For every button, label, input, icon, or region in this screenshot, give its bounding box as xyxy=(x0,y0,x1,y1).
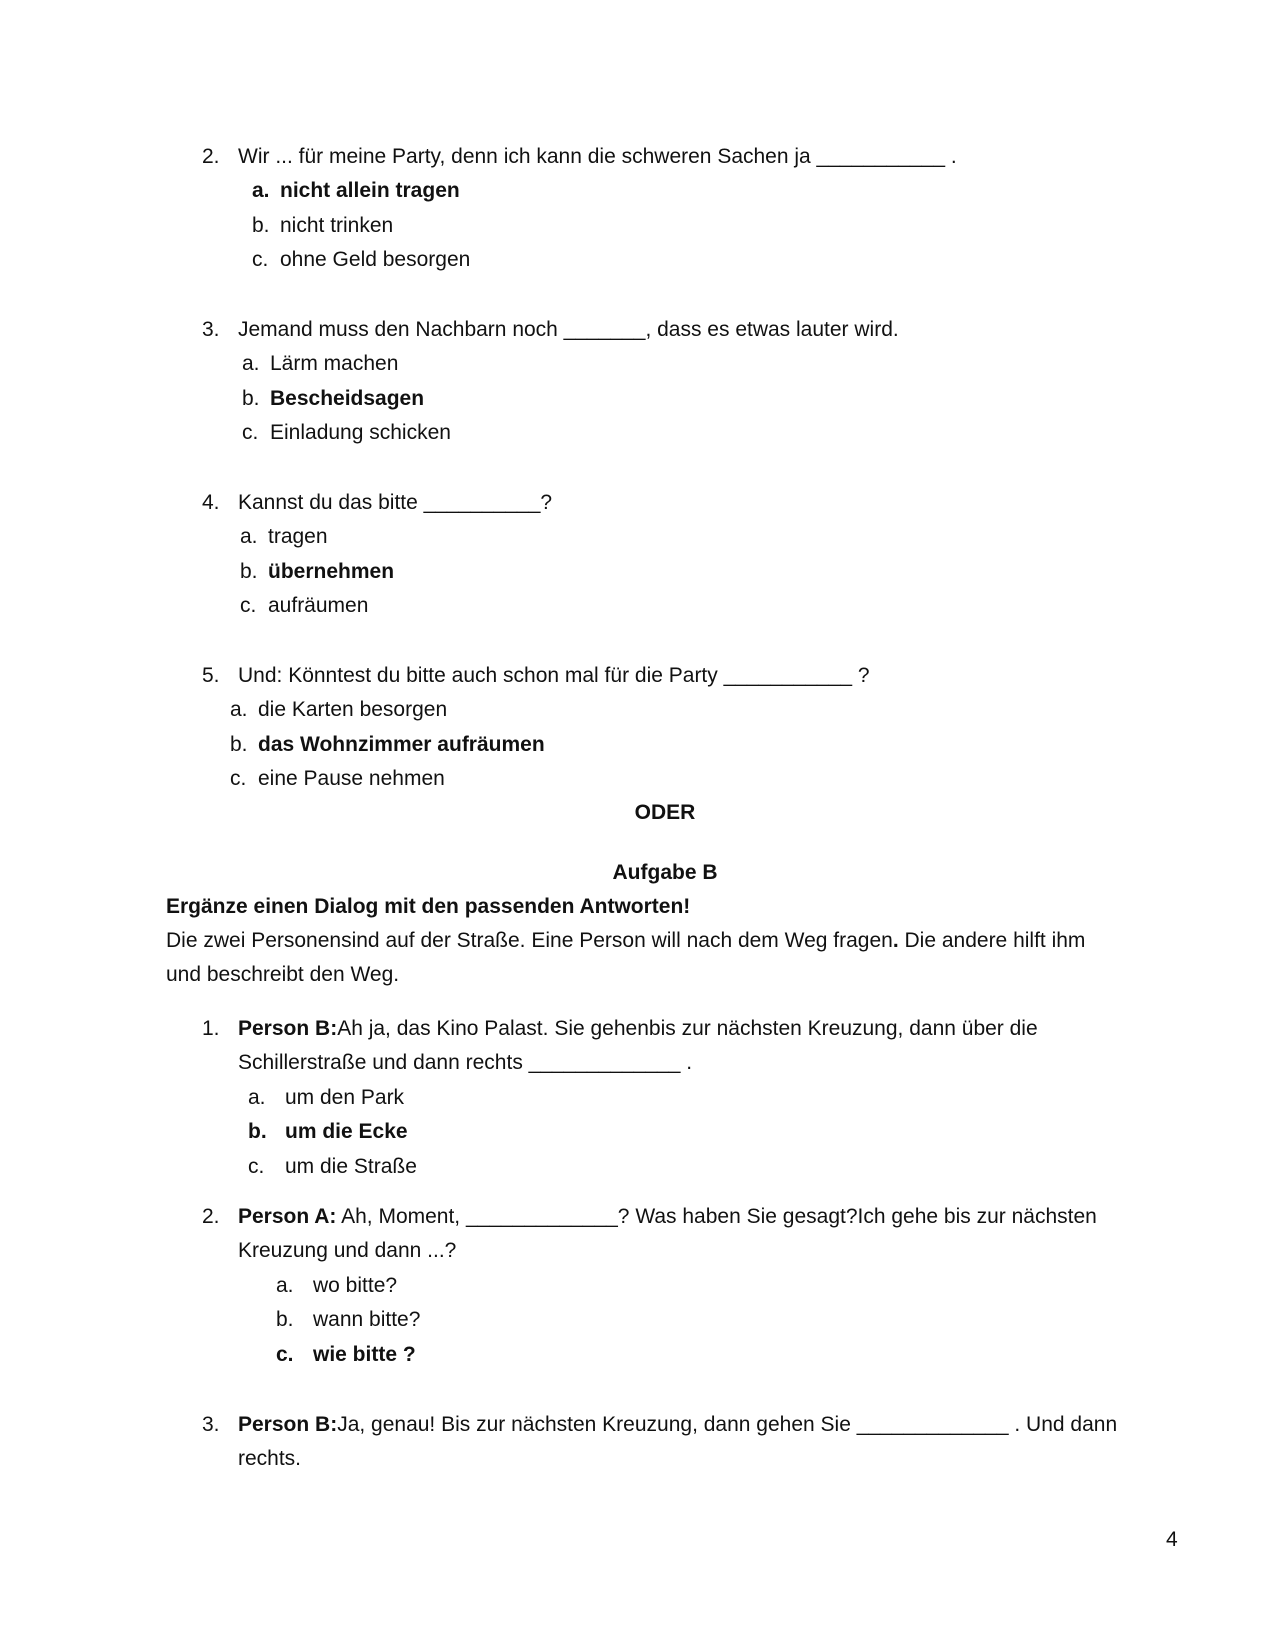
option-letter: c. xyxy=(240,594,257,617)
option-a3-a xyxy=(242,351,398,377)
option-text: übernehmen xyxy=(268,560,395,583)
option-letter: a. xyxy=(242,352,260,375)
option-letter: a. xyxy=(248,1086,266,1109)
option-b1-a xyxy=(248,1085,404,1111)
option-b2-b xyxy=(276,1307,420,1333)
option-b2-a xyxy=(276,1273,397,1299)
option-a4-b xyxy=(240,559,394,585)
option-b1-b xyxy=(248,1119,408,1145)
option-a2-a xyxy=(252,178,460,204)
question-a5 xyxy=(202,663,870,689)
option-a4-c xyxy=(240,593,368,619)
option-letter: a. xyxy=(276,1274,294,1297)
option-text: wann bitte? xyxy=(313,1308,421,1331)
option-letter: c. xyxy=(248,1155,265,1178)
option-text: wo bitte? xyxy=(313,1274,398,1297)
section-b-intro-line2: und beschreibt den Weg. xyxy=(166,963,400,986)
option-letter: b. xyxy=(242,387,260,410)
option-letter: a. xyxy=(240,525,258,548)
option-b1-c xyxy=(248,1154,417,1180)
option-letter: b. xyxy=(230,733,248,756)
option-letter: c. xyxy=(242,421,259,444)
question-text: Kannst du das bitte __________? xyxy=(238,491,553,514)
speaker-label: Person B: xyxy=(238,1413,338,1436)
option-text: nicht allein tragen xyxy=(280,179,460,202)
option-text: Lärm machen xyxy=(270,352,399,375)
intro-text: Die zwei Personensind auf der Straße. Eine Person will nach dem Weg fragen xyxy=(166,929,893,952)
option-letter: a. xyxy=(252,179,270,202)
question-a3 xyxy=(202,317,899,343)
option-text: um den Park xyxy=(285,1086,405,1109)
question-text: Ah ja, das Kino Palast. Sie gehenbis zur nächsten Kreuzung, dann über die xyxy=(337,1017,1038,1040)
question-number: 2. xyxy=(202,1205,220,1228)
question-text: Jemand muss den Nachbarn noch _______, dass es etwas lauter wird. xyxy=(238,318,899,341)
option-text: aufräumen xyxy=(268,594,369,617)
question-number: 4. xyxy=(202,491,220,514)
question-a2 xyxy=(202,144,957,170)
option-a5-b xyxy=(230,732,545,758)
question-b2-line2: Kreuzung und dann ...? xyxy=(238,1239,457,1262)
intro-dot: . xyxy=(892,929,899,952)
option-text: Einladung schicken xyxy=(270,421,451,444)
question-number: 3. xyxy=(202,1413,220,1436)
question-number: 5. xyxy=(202,664,220,687)
section-b-title: Aufgabe B xyxy=(612,861,718,884)
question-text: Und: Könntest du bitte auch schon mal für die Party ___________ ? xyxy=(238,664,870,687)
option-a2-c xyxy=(252,247,470,273)
option-text: die Karten besorgen xyxy=(258,698,448,721)
option-a5-a xyxy=(230,697,447,723)
question-b1 xyxy=(202,1016,1038,1042)
question-number: 1. xyxy=(202,1017,220,1040)
option-letter: b. xyxy=(252,214,270,237)
question-text: Wir ... für meine Party, denn ich kann die schweren Sachen ja ___________ . xyxy=(238,145,957,168)
question-text: Ja, genau! Bis zur nächsten Kreuzung, dann gehen Sie _____________ . Und dann xyxy=(337,1413,1118,1436)
option-a3-c xyxy=(242,420,451,446)
speaker-label: Person A: xyxy=(238,1205,337,1228)
option-text: das Wohnzimmer aufräumen xyxy=(258,733,545,756)
option-a2-b xyxy=(252,213,393,239)
question-b1-line2: Schillerstraße und dann rechts _____________ . xyxy=(238,1051,693,1074)
option-letter: b. xyxy=(276,1308,294,1331)
option-text: ohne Geld besorgen xyxy=(280,248,471,271)
question-number: 2. xyxy=(202,145,220,168)
option-text: Bescheidsagen xyxy=(270,387,425,410)
section-b-instruction: Ergänze einen Dialog mit den passenden Antworten! xyxy=(166,895,691,918)
option-letter: b. xyxy=(248,1120,267,1143)
option-a4-a xyxy=(240,524,328,550)
option-text: um die Straße xyxy=(285,1155,417,1178)
question-a4 xyxy=(202,490,552,516)
oder-separator: ODER xyxy=(634,801,696,824)
intro-text: Die andere hilft ihm xyxy=(898,929,1086,952)
option-text: wie bitte ? xyxy=(313,1343,416,1366)
question-b3-line2: rechts. xyxy=(238,1447,302,1470)
question-text: Ah, Moment, _____________? Was haben Sie gesagt?Ich gehe bis zur nächsten xyxy=(336,1205,1097,1228)
page-number: 4 xyxy=(1166,1528,1178,1551)
question-number: 3. xyxy=(202,318,220,341)
question-b2 xyxy=(202,1204,1097,1230)
option-a3-b xyxy=(242,386,424,412)
option-letter: c. xyxy=(276,1343,294,1366)
option-b2-c xyxy=(276,1342,416,1368)
option-text: um die Ecke xyxy=(285,1120,408,1143)
question-b3 xyxy=(202,1412,1117,1438)
option-letter: c. xyxy=(252,248,269,271)
option-text: tragen xyxy=(268,525,328,548)
section-b-intro-line1 xyxy=(166,928,1085,954)
option-text: eine Pause nehmen xyxy=(258,767,445,790)
option-letter: c. xyxy=(230,767,247,790)
option-text: nicht trinken xyxy=(280,214,394,237)
option-a5-c xyxy=(230,766,445,792)
speaker-label: Person B: xyxy=(238,1017,338,1040)
option-letter: b. xyxy=(240,560,258,583)
option-letter: a. xyxy=(230,698,248,721)
